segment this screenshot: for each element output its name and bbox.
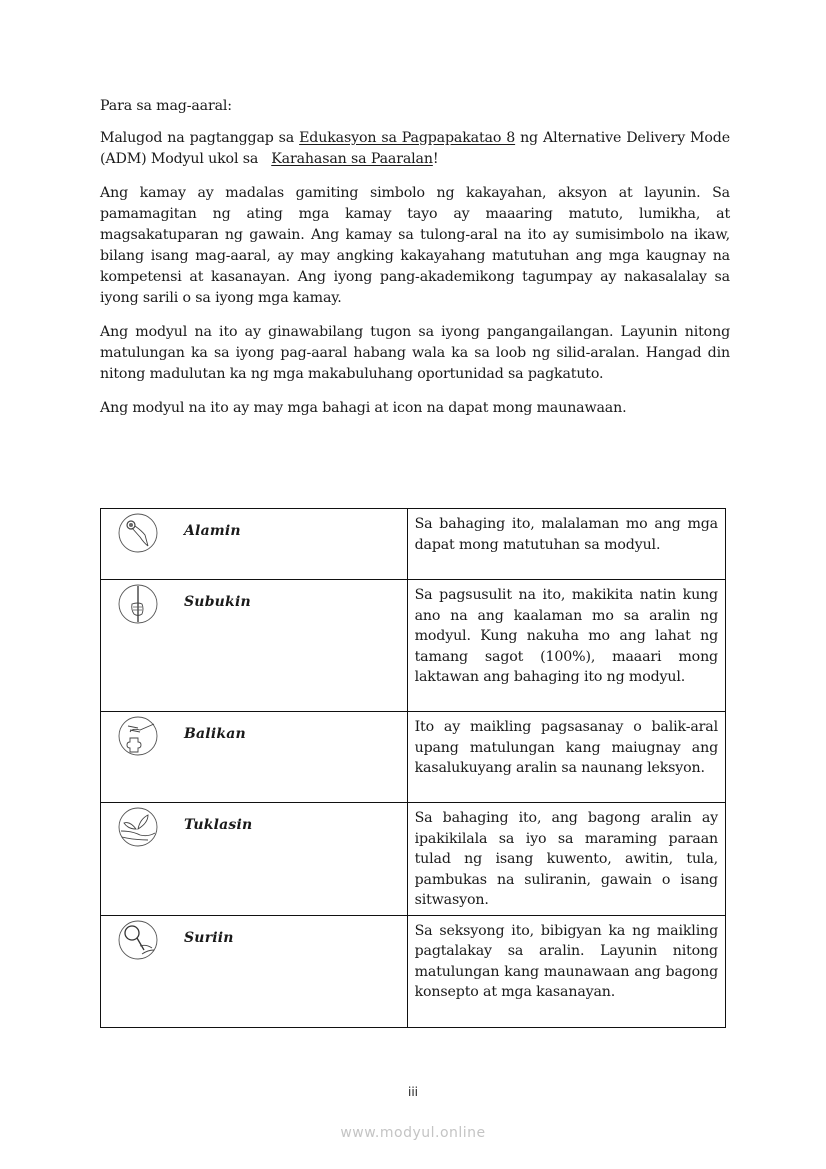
part-title: Tuklasin [184,817,253,833]
part-title: Balikan [184,726,246,742]
hand-pointing-icon [118,513,158,553]
module-purpose-paragraph: Ang modyul na ito ay ginawabilang tugon sa iyong pangangailangan. Layunin nitong matulungan ka sa iyong pag-aaral habang wala ka sa loob ng silid-aralan. Hangad din nitong madulutan ka ng mga makabuluhang oportunidad sa pagkatuto. [100,324,730,382]
welcome-before: Malugod na pagtanggap sa [100,130,300,146]
module-parts-paragraph: Ang modyul na ito ay may mga bahagi at icon na dapat mong maunawaan. [100,400,627,416]
greeting: Para sa mag-aaral: [100,98,232,114]
page-content [100,96,735,432]
module-parts-table [100,508,726,1028]
hand-puzzle-icon [118,716,158,756]
topic-link: Karahasan sa Paaralan [271,151,433,167]
hand-plant-icon [118,807,158,847]
part-title: Suriin [184,929,234,946]
part-description: Sa seksyong ito, bibigyan ka ng maikling pagtalakay sa aralin. Layunin nitong matulungan kang maunawaan ang bagong konsepto at mga kasanayan. [407,915,725,1027]
subject-link: Edukasyon sa Pagpapakatao 8 [299,130,516,146]
part-label-cell [101,509,408,580]
table-row [101,803,726,916]
part-label-cell [101,580,408,712]
welcome-after: ! [432,151,439,167]
hand-magnifier-icon [118,920,158,960]
part-label-cell [101,803,408,916]
watermark: www.modyul.online [340,1125,486,1141]
table-row [101,712,726,803]
hand-symbol-paragraph: Ang kamay ay madalas gamiting simbolo ng kakayahan, aksyon at layunin. Sa pamamagitan ng ating mga kamay tayo ay maaaring matuto, lumikha, at magsakatuparan ng gawain. Ang kamay sa tulong-aral na ito ay sumisimbolo na ikaw, bilang isang mag-aaral, ay may angking kakayahang matutuhan ang mga kaugnay na kompetensi at kasanayan. Ang iyong pang-akademikong tagumpay ay nakasalalay sa iyong sarili o sa iyong mga kamay. [100,185,730,306]
table-row [101,509,726,580]
hand-pencil-icon [118,584,158,624]
page-number: iii [407,1085,418,1099]
part-label-cell [101,712,408,803]
welcome-paragraph [100,128,735,170]
part-description: Sa bahaging ito, malalaman mo ang mga dapat mong matutuhan sa modyul. [407,509,725,580]
part-title: Alamin [184,523,241,539]
part-title: Subukin [184,594,251,610]
table-row [101,580,726,712]
table-row [101,915,726,1027]
welcome-middle: ng Alternative Delivery Mode (ADM) Modyul ukol sa [100,130,735,167]
part-description: Ito ay maikling pagsasanay o balik-aral upang matulungan kang maiugnay ang kasalukuyang aralin sa naunang leksyon. [407,712,725,803]
part-description: Sa pagsusulit na ito, makikita natin kung ano na ang kaalaman mo sa aralin ng modyul. Kung nakuha mo ang lahat ng tamang sagot (100%), maaari mong laktawan ang bahaging ito ng modyul. [407,580,725,712]
part-label-cell [101,915,408,1027]
part-description: Sa bahaging ito, ang bagong aralin ay ipakikilala sa iyo sa maraming paraan tulad ng isang kuwento, awitin, tula, pambukas na suliranin, gawain o isang sitwasyon. [407,803,725,916]
